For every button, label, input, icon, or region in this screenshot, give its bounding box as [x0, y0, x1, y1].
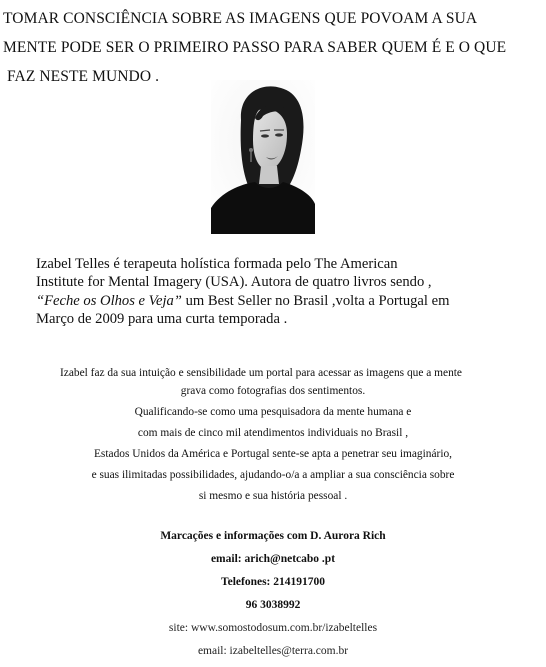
description-line: si mesmo e sua história pessoal . — [198, 490, 348, 502]
site-link[interactable]: site: www.somostodosum.com.br/izabeltelles — [168, 622, 378, 634]
description-line: com mais de cinco mil atendimentos individuais no Brasil , — [137, 427, 409, 439]
portrait-photo — [211, 80, 315, 234]
headline-line: TOMAR CONSCIÊNCIA SOBRE AS IMAGENS QUE POVOAM A SUA — [3, 10, 478, 27]
bio-line-rest: um Best Seller no Brasil ,volta a Portugal em — [181, 292, 450, 309]
contact-block — [0, 527, 546, 665]
book-title: “Feche os Olhos e Veja” — [36, 292, 182, 309]
bio-line: Izabel Telles é terapeuta holística formada pelo The American — [36, 256, 398, 272]
email-link[interactable]: email: izabeltelles@terra.com.br — [197, 645, 349, 657]
description-paragraph — [0, 364, 546, 505]
headline-line: FAZ NESTE MUNDO . — [3, 68, 160, 85]
description-line: Estados Unidos da América e Portugal sente-se apta a penetrar seu imaginário, — [93, 448, 453, 460]
contact-phones: Telefones: 214191700 — [220, 576, 326, 588]
description-line: e suas ilimitadas possibilidades, ajudando-o/a a ampliar a sua consciência sobre — [91, 469, 455, 481]
description-line: grava como fotografias dos sentimentos. — [180, 385, 366, 397]
headline — [3, 4, 543, 91]
bio-line: Institute for Mental Imagery (USA). Autora de quatro livros sendo , — [36, 274, 432, 291]
description-line: Izabel faz da sua intuição e sensibilidade um portal para acessar as imagens que a mente — [60, 367, 462, 379]
contact-phone-2: 96 3038992 — [245, 599, 301, 611]
bio-paragraph — [36, 255, 506, 328]
description-line: Qualificando-se como uma pesquisadora da mente humana e — [134, 406, 412, 418]
bio-line: Março de 2009 para uma curta temporada . — [36, 310, 288, 327]
contact-heading: Marcações e informações com D. Aurora Rich — [160, 530, 386, 542]
contact-email-link[interactable]: email: arich@netcabo .pt — [210, 553, 336, 565]
bio-line — [36, 292, 506, 310]
headline-line: MENTE PODE SER O PRIMEIRO PASSO PARA SABER QUEM É E O QUE — [3, 39, 507, 56]
